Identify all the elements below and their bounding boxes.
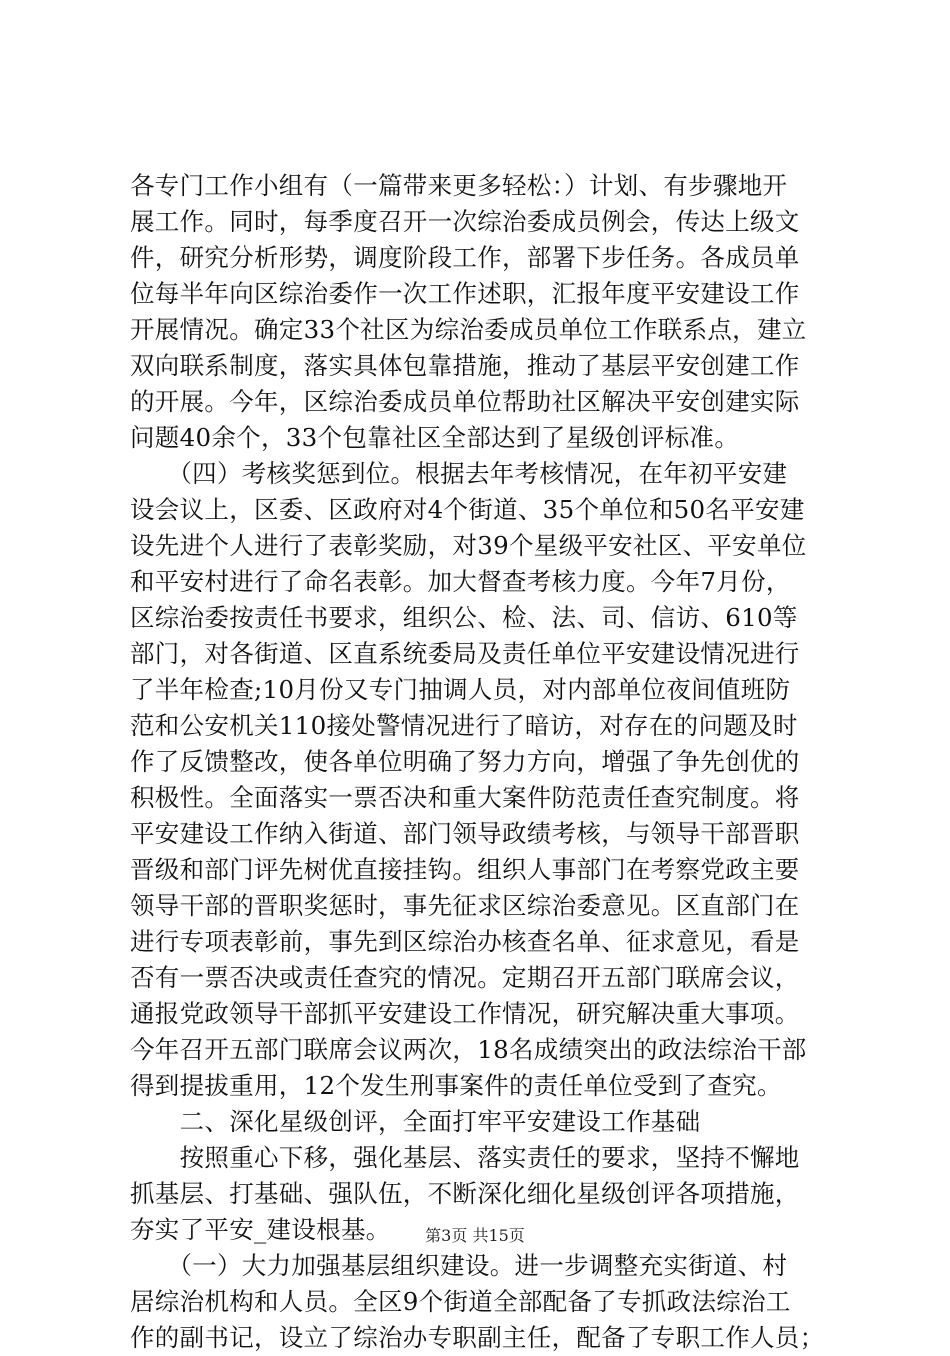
section-heading: 二、深化星级创评，全面打牢平安建设工作基础 bbox=[130, 1107, 701, 1136]
text-line: 晋级和部门评先树优直接挂钩。组织人事部门在考察党政主要 bbox=[130, 855, 800, 884]
text-line: 否有一票否决或责任查究的情况。定期召开五部门联席会议， bbox=[130, 963, 800, 992]
text-line: 问题40余个，33个包靠社区全部达到了星级创评标准。 bbox=[130, 423, 740, 452]
text-line: 通报党政领导干部抓平安建设工作情况，研究解决重大事项。 bbox=[130, 999, 800, 1028]
text-line: 区综治委按责任书要求，组织公、检、法、司、信访、610等 bbox=[130, 603, 798, 632]
document-body bbox=[130, 168, 830, 1356]
page-number-footer: 第3页 共15页 bbox=[425, 1226, 525, 1245]
text-line: 设会议上，区委、区政府对4个街道、35个单位和50名平安建 bbox=[130, 495, 805, 524]
text-line: 积极性。全面落实一票否决和重大案件防范责任查究制度。将 bbox=[130, 783, 800, 812]
text-line: 作的副书记，设立了综治办专职副主任，配备了专职工作人员； bbox=[130, 1323, 825, 1352]
text-line: 今年召开五部门联席会议两次，18名成绩突出的政法综治干部 bbox=[130, 1035, 807, 1064]
text-line: 各专门工作小组有（一篇带来更多轻松：）计划、有步骤地开 bbox=[130, 171, 788, 200]
text-line: 居综治机构和人员。全区9个街道全部配备了专抓政法综治工 bbox=[130, 1287, 791, 1316]
text-line: 位每半年向区综治委作一次工作述职，汇报年度平安建设工作 bbox=[130, 279, 800, 308]
text-line: 的开展。今年，区综治委成员单位帮助社区解决平安创建实际 bbox=[130, 387, 800, 416]
text-line: 展工作。同时，每季度召开一次综治委成员例会，传达上级文 bbox=[130, 207, 800, 236]
text-line: 范和公安机关110接处警情况进行了暗访，对存在的问题及时 bbox=[130, 711, 798, 740]
text-line: 了半年检查;10月份又专门抽调人员，对内部单位夜间值班防 bbox=[130, 675, 791, 704]
text-line: 作了反馈整改，使各单位明确了努力方向，增强了争先创优的 bbox=[130, 747, 800, 776]
text-line: 按照重心下移，强化基层、落实责任的要求，坚持不懈地 bbox=[130, 1143, 800, 1172]
text-line: 部门，对各街道、区直系统委局及责任单位平安建设情况进行 bbox=[130, 639, 800, 668]
text-line: 双向联系制度，落实具体包靠措施，推动了基层平安创建工作 bbox=[130, 351, 800, 380]
text-line: （一）大力加强基层组织建设。进一步调整充实街道、村 bbox=[130, 1251, 788, 1280]
text-line: 领导干部的晋职奖惩时，事先征求区综治委意见。区直部门在 bbox=[130, 891, 800, 920]
text-line: 开展情况。确定33个社区为综治委成员单位工作联系点，建立 bbox=[130, 315, 807, 344]
text-line: （四）考核奖惩到位。根据去年考核情况，在年初平安建 bbox=[130, 459, 788, 488]
text-line: 件，研究分析形势，调度阶段工作，部署下步任务。各成员单 bbox=[130, 243, 800, 272]
text-line: 夯实了平安_建设根基。 bbox=[130, 1215, 391, 1244]
text-line: 设先进个人进行了表彰奖励，对39个星级平安社区、平安单位 bbox=[130, 531, 807, 560]
text-line: 抓基层、打基础、强队伍，不断深化细化星级创评各项措施， bbox=[130, 1179, 800, 1208]
text-line: 进行专项表彰前，事先到区综治办核查名单、征求意见，看是 bbox=[130, 927, 800, 956]
text-line: 和平安村进行了命名表彰。加大督查考核力度。今年7月份， bbox=[130, 567, 791, 596]
text-line: 得到提拔重用，12个发生刑事案件的责任单位受到了查究。 bbox=[130, 1071, 782, 1100]
text-line: 平安建设工作纳入街道、部门领导政绩考核，与领导干部晋职 bbox=[130, 819, 800, 848]
